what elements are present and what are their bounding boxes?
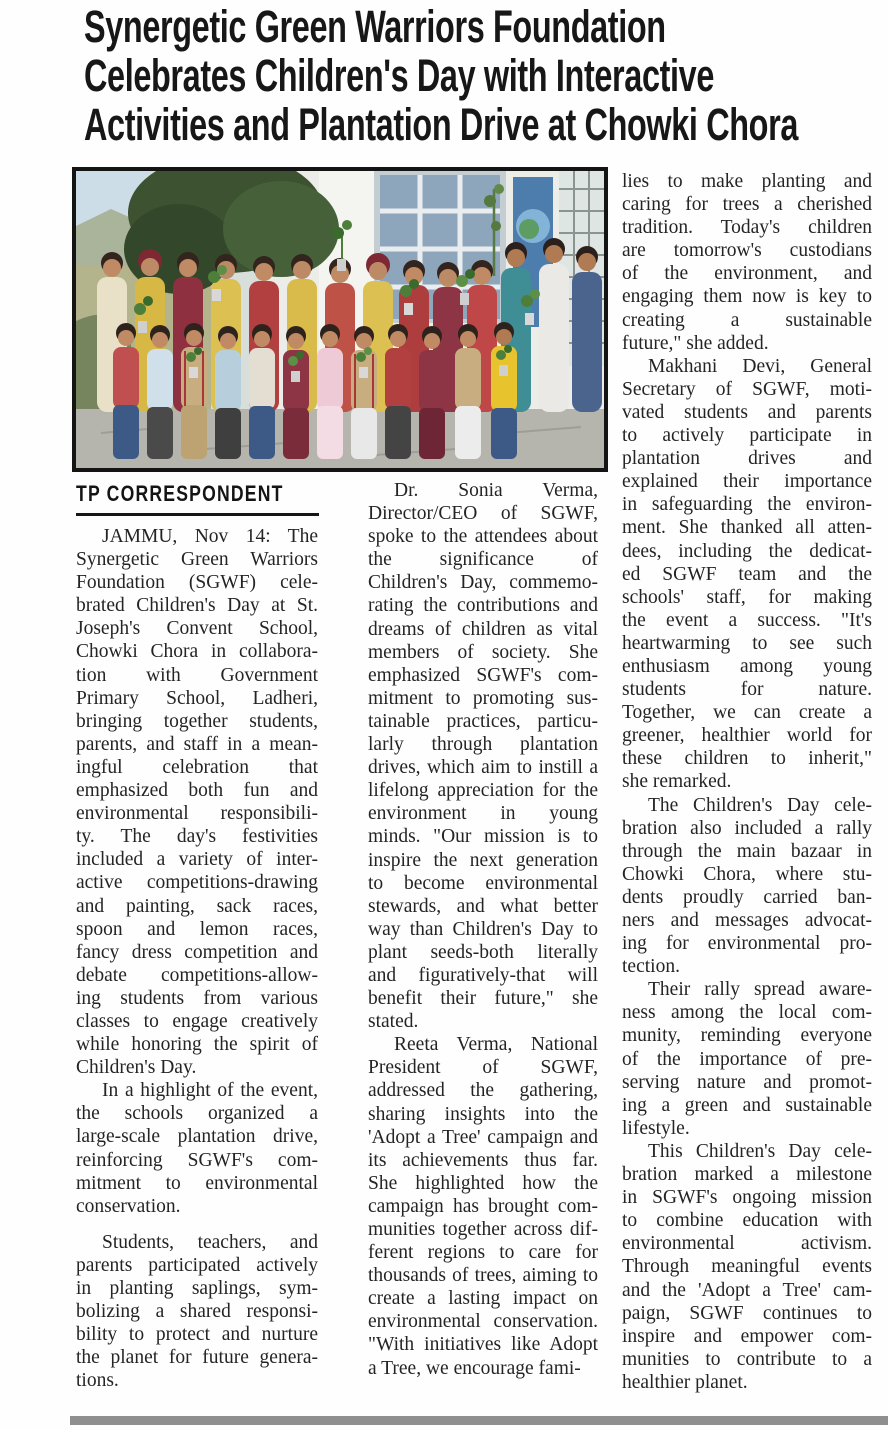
text-line: large-scale plantation drive, <box>76 1126 318 1148</box>
text-line: the event a success. "It's <box>622 609 872 631</box>
text-line: enthusiasm among young <box>622 655 872 677</box>
text-line: munities together across dif- <box>368 1219 598 1240</box>
text-line: through the main bazaar in <box>622 840 872 862</box>
text-line: ty. The day's festivities <box>76 826 318 848</box>
text-line: ing students from various <box>76 987 318 1009</box>
paragraph <box>622 978 872 1140</box>
text-line: included a variety of inter- <box>76 849 318 871</box>
text-line: Synergetic Green Warriors <box>76 549 318 571</box>
text-line: ingful celebration that <box>76 756 318 778</box>
text-line: ness among the local com- <box>622 1002 872 1024</box>
column-right <box>622 170 872 1394</box>
text-line: environmental activism. <box>622 1233 872 1255</box>
text-line: in safeguarding the environ- <box>622 494 872 516</box>
text-line: tection. <box>622 956 680 978</box>
text-line: bolizing a shared responsi- <box>76 1301 318 1323</box>
text-line: inspire and empower com- <box>622 1325 872 1347</box>
text-line: classes to engage creatively <box>76 1010 318 1032</box>
paragraph <box>622 794 872 979</box>
text-line: active competitions-drawing <box>76 872 318 894</box>
headline-line-2: Celebrates Children's Day with Interactive <box>84 50 715 101</box>
text-line: benefit their future," she <box>368 988 598 1010</box>
tall-sapling-leaf3 <box>491 221 501 231</box>
paragraph <box>76 1231 318 1393</box>
text-line: tions. <box>76 1370 119 1392</box>
text-line: ners and messages advocat- <box>622 910 872 931</box>
text-line: vated students and parents <box>622 401 872 423</box>
text-line: JAMMU, Nov 14: The <box>102 526 318 547</box>
headline-line-1: Synergetic Green Warriors Foundation <box>84 1 666 52</box>
text-line: bration marked a milestone <box>622 1164 872 1186</box>
byline-rule <box>76 513 319 516</box>
text-line: lifestyle. <box>622 1117 690 1139</box>
text-line: environmental responsibili- <box>76 803 318 825</box>
text-line: the significance of <box>368 549 598 571</box>
text-line: the schools organized a <box>76 1103 318 1125</box>
text-line: sharing insights into the <box>368 1103 598 1125</box>
text-line: plantation drives and <box>622 448 872 470</box>
mural-globe-land <box>519 219 539 239</box>
text-line: Through meaningful events <box>622 1256 872 1278</box>
text-line: healthier planet. <box>622 1371 748 1393</box>
text-line: Dr. Sonia Verma, <box>394 480 598 501</box>
text-line: future," she added. <box>622 332 769 354</box>
text-line: dees, including the dedicat- <box>622 540 872 562</box>
article-photo <box>72 167 608 472</box>
column-middle <box>368 479 598 1380</box>
text-line: and painting, sack races, <box>76 895 318 917</box>
text-line: conservation. <box>76 1195 181 1217</box>
text-line: addressed the gathering, <box>368 1080 598 1102</box>
text-line: She highlighted how the <box>368 1172 598 1194</box>
text-line: and the 'Adopt a Tree' cam- <box>622 1279 872 1301</box>
paragraph <box>622 355 872 794</box>
text-line: mitment to environmental <box>76 1172 318 1194</box>
text-line: she remarked. <box>622 771 732 793</box>
text-line: paign, SGWF continues to <box>622 1302 872 1324</box>
text-line: heartwarming to see such <box>622 632 872 654</box>
text-line: mitment to promoting sus- <box>368 687 598 709</box>
text-line: Children's Day. <box>76 1057 197 1079</box>
text-line: bility to protect and nurture <box>76 1324 318 1346</box>
text-line: fancy dress competition and <box>76 941 318 963</box>
column-left <box>76 481 318 1392</box>
text-line: Makhani Devi, General <box>648 355 872 377</box>
text-line: drives, which aim to instill a <box>368 757 598 779</box>
text-line: emphasized SGWF's com- <box>368 664 598 686</box>
text-line: bration also included a rally <box>622 817 872 839</box>
text-line: ferent regions to care for <box>368 1242 598 1264</box>
text-line: larly through plantation <box>368 734 598 756</box>
text-line: while honoring the spirit of <box>76 1034 318 1056</box>
text-line: thousands of trees, aiming to <box>368 1265 598 1287</box>
text-line: bringing together students, <box>76 710 318 732</box>
text-line: reinforcing SGWF's com- <box>76 1149 318 1171</box>
text-line: Reeta Verma, National <box>394 1034 598 1056</box>
text-line: minds. "Our mission is to <box>368 826 598 848</box>
paragraph <box>368 479 598 1033</box>
text-line: in planting saplings, sym- <box>76 1278 318 1299</box>
text-line: spoon and lemon races, <box>76 918 318 940</box>
text-line: In a highlight of the event, <box>102 1080 318 1102</box>
paragraph <box>368 1033 598 1379</box>
text-line: Foundation (SGWF) cele- <box>76 572 318 594</box>
text-line: This Children's Day cele- <box>648 1140 872 1162</box>
text-line: stated. <box>368 1011 419 1033</box>
tall-sapling-leaf2 <box>494 184 504 194</box>
text-line: its achievements thus far. <box>368 1149 598 1171</box>
text-line: way than Children's Day to <box>368 918 598 940</box>
text-line: plant seeds-both literally <box>368 941 598 963</box>
text-line: explained their importance <box>622 471 872 493</box>
text-line: caring for trees a cherished <box>622 194 872 216</box>
text-line: creating a sustainable <box>622 309 872 331</box>
article-headline <box>84 2 888 149</box>
text-line: emphasized both fun and <box>76 780 318 802</box>
text-line: environment in young <box>368 803 598 825</box>
text-line: Chowki Chora, where stu- <box>622 863 872 885</box>
text-line: munity, reminding everyone <box>622 1025 872 1047</box>
text-line: 'Adopt a Tree' campaign and <box>368 1126 598 1148</box>
text-line: members of society. She <box>368 641 598 663</box>
text-line: Joseph's Convent School, <box>76 618 318 640</box>
text-line: schools' staff, for making <box>622 586 872 608</box>
text-line: a Tree, we encourage fami- <box>368 1357 581 1379</box>
text-line: in SGWF's ongoing mission <box>622 1187 872 1209</box>
text-line: ed SGWF team and the <box>622 563 872 585</box>
text-line: Together, we can create a <box>622 702 872 724</box>
text-line: dents proudly carried ban- <box>622 886 872 908</box>
text-line: to combine education with <box>622 1210 872 1232</box>
text-line: greener, healthier world for <box>622 725 872 747</box>
text-line: ing for environmental pro- <box>622 933 872 955</box>
text-line: engaging them now is key to <box>622 286 872 308</box>
text-line: munities to contribute to a <box>622 1348 872 1370</box>
text-line: the planet for future genera- <box>76 1347 318 1369</box>
text-line: Chowki Chora in collabora- <box>76 641 318 663</box>
text-line: ing a green and sustainable <box>622 1094 872 1116</box>
text-line: and figuratively-that will <box>368 964 598 986</box>
text-line: "With initiatives like Adopt <box>368 1334 598 1356</box>
text-line: Secretary of SGWF, moti- <box>622 378 872 400</box>
text-line: environmental conservation. <box>368 1311 598 1333</box>
text-line: debate competitions-allow- <box>76 964 318 986</box>
text-line: of the importance of pre- <box>622 1048 872 1070</box>
text-line: dreams of children as vital <box>368 618 598 640</box>
text-line: campaign has brought com- <box>368 1195 598 1217</box>
text-line: stewards, and what better <box>368 895 598 917</box>
text-line: Students, teachers, and <box>102 1231 318 1253</box>
tall-sapling-leaf <box>484 195 496 207</box>
text-line: tradition. Today's children <box>622 217 872 239</box>
text-line: Director/CEO of SGWF, <box>368 503 598 525</box>
text-line: students for nature. <box>622 679 872 701</box>
paragraph <box>76 1079 318 1218</box>
text-line: lifelong appreciation for the <box>368 780 598 802</box>
text-line: tainable practices, particu- <box>368 710 598 732</box>
text-line: these children to inherit," <box>622 748 872 770</box>
text-line: Their rally spread aware- <box>648 979 872 1001</box>
text-line: President of SGWF, <box>368 1057 598 1079</box>
text-line: of the environment, and <box>622 263 872 285</box>
text-line: tion with Government <box>76 664 318 686</box>
text-line: to actively participate in <box>622 425 872 447</box>
photo-illustration <box>76 171 604 468</box>
text-line: serving nature and promot- <box>622 1071 872 1093</box>
byline: TP CORRESPONDENT <box>76 481 284 506</box>
text-line: are tomorrow's custodians <box>622 240 872 262</box>
text-line: parents participated actively <box>76 1254 318 1276</box>
text-line: create a lasting impact on <box>368 1288 598 1310</box>
text-line: to become environmental <box>368 872 598 894</box>
headline-line-3: Activities and Plantation Drive at Chowki Chora <box>84 99 799 150</box>
text-line: Primary School, Ladheri, <box>76 687 318 709</box>
text-line: brated Children's Day at St. <box>76 595 318 617</box>
text-line: rating the contributions and <box>368 595 598 617</box>
paragraph <box>622 170 872 355</box>
text-line: Children's Day, commemo- <box>368 572 598 594</box>
text-line: The Children's Day cele- <box>648 794 872 816</box>
bottom-divider <box>70 1416 888 1425</box>
text-line: inspire the next generation <box>368 849 598 871</box>
text-line: lies to make planting and <box>622 171 872 192</box>
paragraph <box>76 525 318 1079</box>
tree-light <box>223 181 339 277</box>
text-line: parents, and staff in a mean- <box>76 733 318 755</box>
text-line: spoke to the attendees about <box>368 526 598 548</box>
paragraph <box>622 1140 872 1394</box>
text-line: ment. She thanked all atten- <box>622 517 872 539</box>
